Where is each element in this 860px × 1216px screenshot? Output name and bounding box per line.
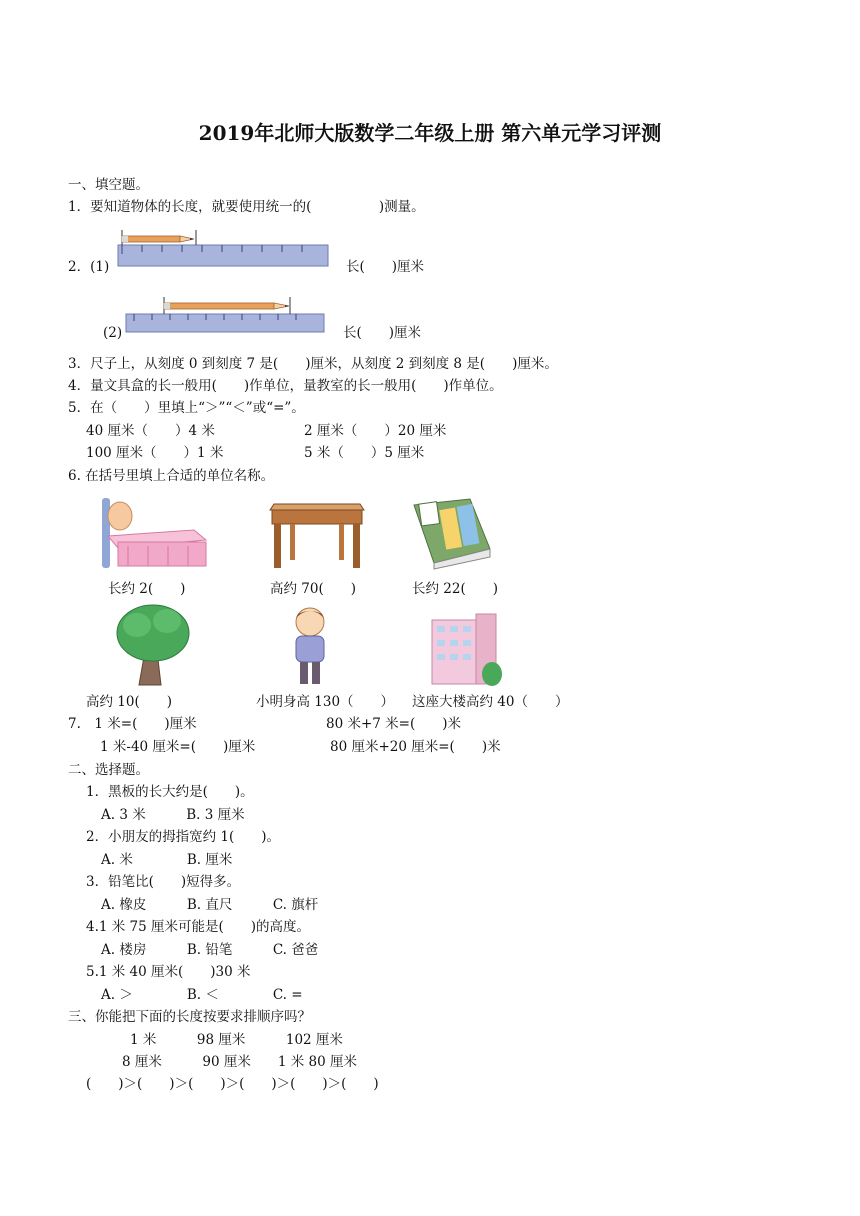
q1-4: 4．量文具盒的长一般用( )作单位，量教室的长一般用( )作单位。 — [68, 378, 503, 394]
q1-7-a: 7. 1 米=( )厘米 — [68, 716, 197, 732]
q2-1-options: A. 3 米 B. 3 厘米 — [101, 807, 245, 823]
q2-5-options: A. ＞ B. ＜ C. = — [101, 987, 303, 1003]
bed-picture — [98, 496, 210, 572]
q1-2-1-label: 2．(1) — [68, 259, 110, 275]
q1-7-c: 1 米-40 厘米=( )厘米 — [100, 739, 256, 755]
q2-2: 2．小朋友的拇指宽约 1( )。 — [86, 829, 281, 845]
order-answer-line: ( )＞( )＞( )＞( )＞( )＞( ) — [86, 1076, 379, 1092]
q2-4: 4.1 米 75 厘米可能是( )的高度。 — [86, 919, 311, 935]
q1-5-a: 40 厘米（ ）4 米 — [86, 423, 215, 439]
ruler-with-pencil-2 — [124, 294, 326, 336]
q1-6-item-3: 长约 22( ) — [412, 581, 499, 597]
book-picture — [408, 495, 494, 571]
lengths-row-1: 1 米 98 厘米 102 厘米 — [130, 1032, 343, 1048]
section-2-heading: 二、选择题。 — [68, 762, 149, 778]
q2-3-options: A. 橡皮 B. 直尺 C. 旗杆 — [101, 897, 319, 913]
q1-7-b: 80 米+7 米=( )米 — [326, 716, 462, 732]
q2-4-options: A. 楼房 B. 铅笔 C. 爸爸 — [101, 942, 319, 958]
q1-7-d: 80 厘米+20 厘米=( )米 — [330, 739, 501, 755]
q1-2-2-label: (2) — [103, 325, 123, 341]
q1-6-item-2: 高约 70( ) — [270, 581, 357, 597]
section-1-heading: 一、填空题。 — [68, 177, 149, 193]
q1-6-item-1: 长约 2( ) — [108, 581, 186, 597]
page-title: 2019年北师大版数学二年级上册 第六单元学习评测 — [198, 121, 662, 145]
q1-6-item-4: 高约 10( ) — [86, 694, 173, 710]
q1-1: 1．要知道物体的长度，就要使用统一的( )测量。 — [68, 199, 425, 215]
boy-picture — [288, 606, 332, 688]
ruler-with-pencil-1 — [116, 228, 330, 270]
q2-2-options: A. 米 B. 厘米 — [101, 852, 233, 868]
table-picture — [268, 500, 366, 570]
q1-5: 5．在（ ）里填上“＞”“＜”或“=”。 — [68, 400, 305, 416]
q1-3: 3．尺子上，从刻度 0 到刻度 7 是( )厘米，从刻度 2 到刻度 8 是( )厘米。 — [68, 356, 558, 372]
q1-6-item-6: 这座大楼高约 40（ ） — [412, 694, 569, 710]
q2-1: 1．黑板的长大约是( )。 — [86, 784, 254, 800]
q1-5-d: 5 米（ ）5 厘米 — [304, 445, 425, 461]
lengths-row-2: 8 厘米 90 厘米 1 米 80 厘米 — [122, 1054, 357, 1070]
q1-2-2-answer: 长( )厘米 — [343, 325, 422, 341]
tree-picture — [113, 601, 193, 687]
q1-5-c: 100 厘米（ ）1 米 — [86, 445, 224, 461]
q2-3: 3．铅笔比( )短得多。 — [86, 874, 241, 890]
building-picture — [428, 610, 504, 686]
q1-5-b: 2 厘米（ ）20 厘米 — [304, 423, 447, 439]
q2-5: 5.1 米 40 厘米( )30 米 — [86, 964, 251, 980]
q1-2-1-answer: 长( )厘米 — [346, 259, 425, 275]
q1-6-item-5: 小明身高 130（ ） — [256, 694, 395, 710]
section-3-heading: 三、你能把下面的长度按要求排顺序吗？ — [68, 1009, 311, 1025]
q1-6: 6. 在括号里填上合适的单位名称。 — [68, 468, 275, 484]
